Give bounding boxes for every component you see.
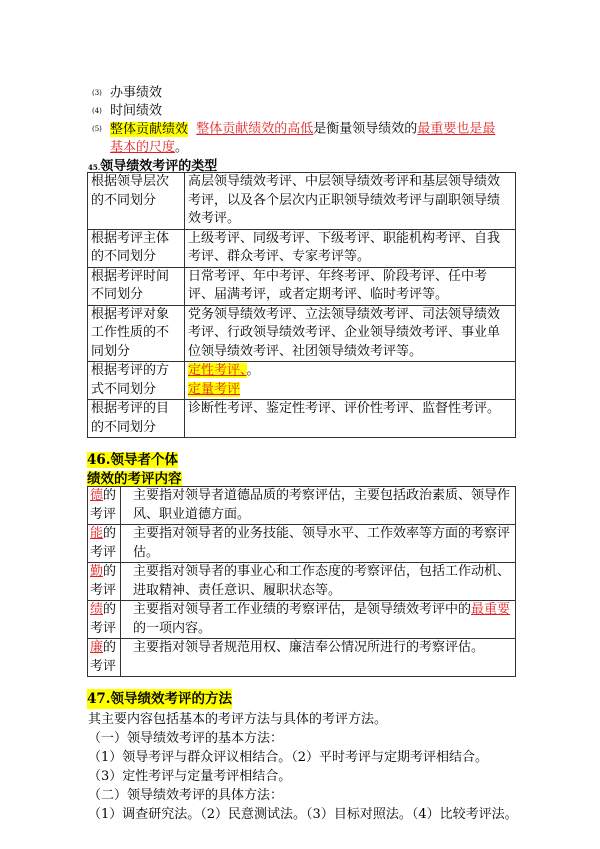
method-cell: 定性考评、。 定量考评: [185, 362, 516, 400]
paragraph: 其主要内容包括基本的考评方法与具体的考评方法。: [88, 712, 388, 727]
table-row: 根据考评时间不同划分 日常考评、年中考评、年终考评、阶段考评、任中考评、届满考评，或者定期考评、临时考评等。: [88, 267, 516, 305]
paragraph: （一）领导绩效考评的基本方法：: [88, 731, 284, 746]
table-row: 根据考评主体的不同划分 上级考评、同级考评、下级考评、职能机构考评、自我考评、群众考评、专家考评等。: [88, 229, 516, 267]
list-item-3: (3) 办事绩效: [92, 85, 163, 101]
section-46-heading: 46.领导者个体 绩效的考评内容: [87, 452, 182, 487]
section-45-heading: 45.领导绩效考评的类型: [88, 159, 218, 174]
table-row: 德的考评 主要指对领导者道德品质的考察评估，主要包括政治素质、领导作风、职业道德方面。: [88, 487, 516, 525]
table-row: 根据领导层次的不同划分 高层领导绩效考评、中层领导绩效考评和基层领导绩效考评，以及各个层次内正职领导绩效考评与副职领导绩效考评。: [88, 173, 516, 230]
table-row: 根据考评的方式不同划分 定性考评、。 定量考评: [88, 362, 516, 400]
paragraph: （1）调查研究法。（2）民意测试法。（3）目标对照法。（4）比较考评法。: [88, 807, 518, 822]
evaluation-types-table: [87, 172, 516, 438]
list-item-5: (5) 整体贡献绩效 整体贡献绩效的高低是衡量领导绩效的最重要也是最 基本的尺度。: [92, 121, 496, 155]
evaluation-content-table: [87, 486, 516, 677]
table-row: 绩的考评 主要指对领导者工作业绩的考察评估，是领导绩效考评中的最重要的一项内容。: [88, 601, 516, 639]
paragraph: （1）领导考评与群众评议相结合。（2）平时考评与定期考评相结合。: [88, 750, 489, 765]
paragraph: （3）定性考评与定量考评相结合。: [88, 769, 292, 784]
table-row: 勤的考评 主要指对领导者的事业心和工作态度的考察评估，包括工作动机、进取精神、责任意识、履职状态等。: [88, 563, 516, 601]
paragraph: （二）领导绩效考评的具体方法：: [88, 788, 284, 803]
table-row: 根据考评对象工作性质的不同划分 党务领导绩效考评、立法领导绩效考评、司法领导绩效考评、行政领导绩效考评、企业领导绩效考评、事业单位领导绩效考评、社团领导绩效考评等。: [88, 305, 516, 362]
table-row: 能的考评 主要指对领导者的业务技能、领导水平、工作效率等方面的考察评估。: [88, 525, 516, 563]
section-47-heading: 47.领导绩效考评的方法: [87, 691, 232, 707]
list-item-4: (4) 时间绩效: [92, 103, 163, 119]
table-row: 根据考评的目的不同划分 诊断性考评、鉴定性考评、评价性考评、监督性考评。: [88, 400, 516, 438]
table-row: 廉的考评 主要指对领导者规范用权、廉洁奉公情况所进行的考察评估。: [88, 639, 516, 677]
